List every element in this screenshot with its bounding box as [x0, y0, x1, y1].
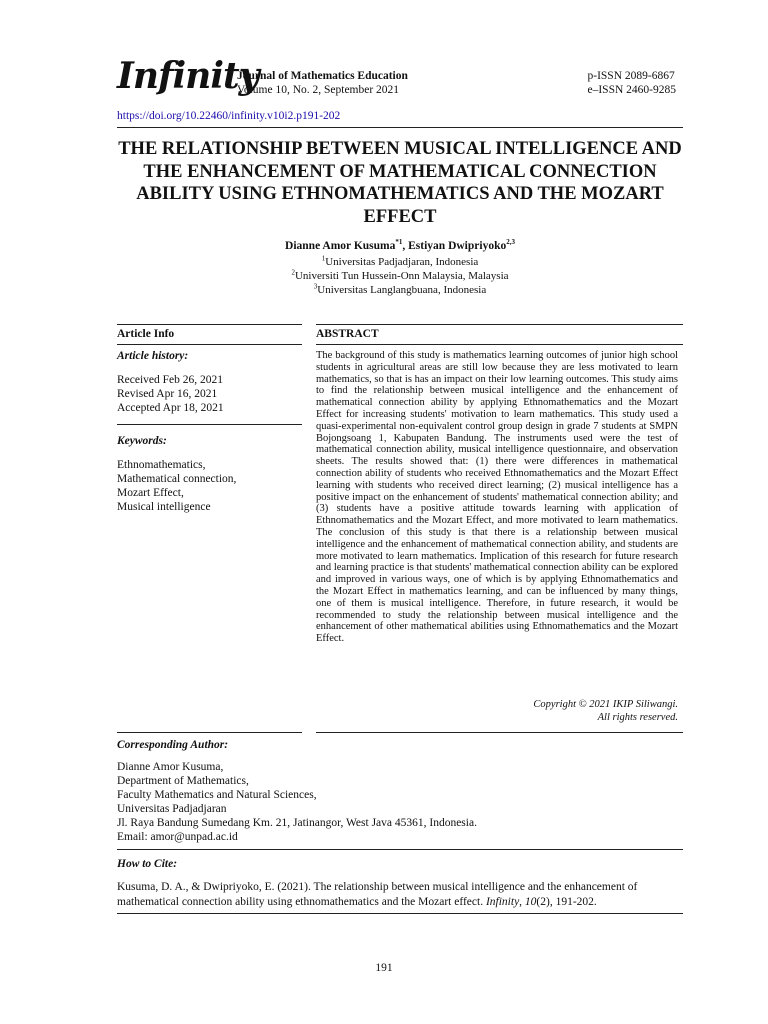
- citation-text: [117, 880, 683, 910]
- abstract-bottom-rule: [316, 732, 683, 733]
- corresponding-bottom-rule: [117, 849, 683, 850]
- article-history-heading: Article history:: [117, 350, 189, 362]
- article-info-heading: Article Info: [117, 328, 175, 340]
- corr-university: Universitas Padjadjaran: [117, 803, 227, 815]
- header-divider: [117, 127, 683, 128]
- corr-department: Department of Mathematics,: [117, 775, 249, 787]
- abstract-divider: [316, 344, 683, 345]
- citation-volume: 10: [524, 896, 537, 908]
- keyword: Ethnomathematics,: [117, 459, 206, 471]
- keyword: Mozart Effect,: [117, 487, 184, 499]
- affiliation-number: 2: [291, 268, 295, 277]
- citation-journal: Infinity: [485, 896, 520, 908]
- keywords-divider: [117, 424, 302, 425]
- keyword: Mathematical connection,: [117, 473, 237, 485]
- affiliation-number: 1: [321, 254, 326, 263]
- p-issn: p-ISSN 2089-6867: [587, 70, 675, 82]
- journal-name: Journal of Mathematics Education: [237, 70, 408, 82]
- author-affil-marker: *1: [395, 238, 403, 247]
- author-separator: ,: [402, 240, 409, 252]
- page-number: 191: [375, 962, 393, 974]
- citation-body: Kusuma, D. A., & Dwipriyoko, E. (2021). The relationship between musical intelligence and the enhancement of mathematical connection ability using ethnomathematics and the Mozart effect.: [117, 881, 638, 908]
- corr-faculty: Faculty Mathematics and Natural Sciences,: [117, 789, 317, 801]
- journal-logo: Infinity: [117, 55, 259, 97]
- rights-line: All rights reserved.: [597, 712, 678, 723]
- corr-address: Jl. Raya Bandung Sumedang Km. 21, Jatinangor, West Java 45361, Indonesia.: [117, 817, 477, 829]
- affiliation-text: Universitas Padjadjaran, Indonesia: [325, 256, 479, 268]
- author-affil-marker: 2,3: [506, 238, 515, 247]
- revised-date: Revised Apr 16, 2021: [117, 388, 218, 400]
- how-to-cite-heading: How to Cite:: [117, 858, 178, 870]
- affiliation: [117, 269, 683, 283]
- keyword: Musical intelligence: [117, 501, 211, 513]
- copyright-line: Copyright © 2021 IKIP Siliwangi.: [533, 699, 678, 710]
- article-info-top-rule: [117, 324, 302, 325]
- corresponding-heading: Corresponding Author:: [117, 739, 229, 751]
- doi-link[interactable]: https://doi.org/10.22460/infinity.v10i2.p191-202: [117, 110, 341, 122]
- affiliation: [117, 283, 683, 297]
- corresponding-details: [117, 760, 477, 844]
- issn-block: [588, 69, 677, 97]
- article-history: [117, 373, 224, 415]
- corr-name: Dianne Amor Kusuma,: [117, 761, 224, 773]
- author-name: Dianne Amor Kusuma: [285, 240, 396, 252]
- journal-info: [237, 69, 408, 97]
- abstract-top-rule: [316, 324, 683, 325]
- citation-separator: ,: [519, 896, 525, 908]
- copyright-notice: [316, 698, 678, 724]
- citation-bottom-rule: [117, 913, 683, 914]
- affiliation-text: Universiti Tun Hussein-Onn Malaysia, Malaysia: [294, 270, 509, 282]
- affiliations: [117, 255, 683, 297]
- received-date: Received Feb 26, 2021: [117, 374, 224, 386]
- citation-issue-pages: (2), 191-202.: [536, 896, 597, 908]
- e-issn: e–ISSN 2460-9285: [587, 84, 676, 96]
- abstract-text: The background of this study is mathematics learning outcomes of junior high school students in agricultural areas are still low because they are less motivated to learn mathematics, so that is has an impact on their low learning outcomes. This study aims to find the relationship between musical intelligence and the enhancement of mathematical connection ability by applying Ethnomathematics and the Mozart Effect for increasing students' motivation to learn mathematics. This study used a quasi-experimental non-equivalent control group design in grade 7 students at SMPN Bojongsoang 1, Kabupaten Bandung. The instruments used were the test of mathematical connection ability, musical intelligence questionnaire, and observation sheets. The results showed that: (1) there were differences in mathematical connection ability of students who received Ethnomathematics and the Mozart Effect learning with students who received direct learning; (2) musical intelligence has a positive impact on the enhancement of students' mathematical connection ability; and (3) students have a positive attitude towards learning with application of Ethnomathematics and the Mozart Effect, and more motivated to learn mathematics. The conclusion of this study is that there is a relationship between musical intelligence and the enhancement of mathematical connection ability, and students are more motivated to learn mathematics. Implication of this research for future research and learning practice is that students' mathematical connection ability can be explored and improved in various ways, one of which is by applying Ethnomathematics and the Mozart Effect in mathematics learning, and can be influenced by many things, one of them is musical intelligence. Therefore, in future research, it would be recommended to study the relationship between musical intelligence and the enhancement of other mathematical abilities using Ethnomathematics and the Mozart Effect.: [316, 350, 678, 645]
- article-info-divider: [117, 344, 302, 345]
- affiliation-text: Universitas Langlangbuana, Indonesia: [317, 284, 487, 296]
- abstract-heading: ABSTRACT: [316, 328, 379, 340]
- corr-email[interactable]: Email: amor@unpad.ac.id: [117, 831, 238, 843]
- journal-volume: Volume 10, No. 2, September 2021: [237, 84, 400, 96]
- affiliation: [117, 255, 683, 269]
- author-name: Estiyan Dwipriyoko: [408, 240, 507, 252]
- author-line: [117, 240, 683, 252]
- paper-title: THE RELATIONSHIP BETWEEN MUSICAL INTELLIGENCE AND THE ENHANCEMENT OF MATHEMATICAL CONNECTION ABILITY USING ETHNOMATHEMATICS AND THE MOZART EFFECT: [118, 139, 682, 227]
- affiliation-number: 3: [313, 282, 318, 291]
- accepted-date: Accepted Apr 18, 2021: [117, 402, 224, 414]
- keywords-list: [117, 458, 236, 514]
- keywords-heading: Keywords:: [117, 435, 167, 447]
- article-info-bottom-rule: [117, 732, 302, 733]
